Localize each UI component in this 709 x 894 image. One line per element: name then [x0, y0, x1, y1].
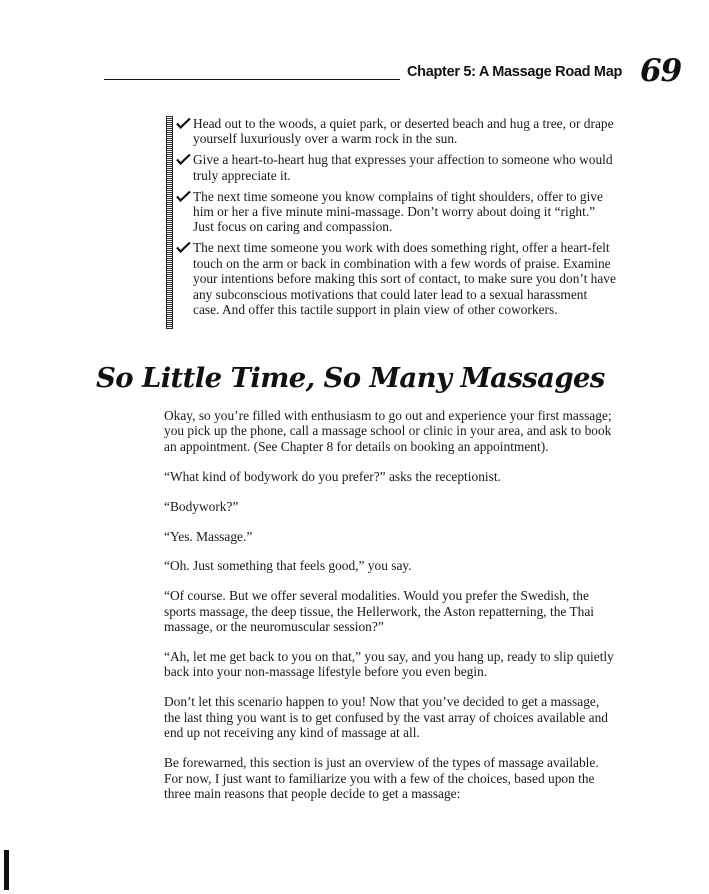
list-item-text: Head out to the woods, a quiet park, or deserted beach and hug a tree, or drape yourself luxuriously over a warm rock in the sun. [193, 116, 614, 147]
paragraph: “Yes. Massage.” [164, 528, 253, 544]
section-title: So Little Time, So Many Massages [96, 362, 605, 394]
list-item [176, 152, 616, 183]
check-icon [176, 117, 191, 129]
sidebar-bar [166, 116, 173, 329]
scan-edge-mark [4, 850, 9, 890]
list-item-text: Give a heart-to-heart hug that expresses your affection to someone who would truly appreciate it. [193, 152, 613, 183]
paragraph: Okay, so you’re filled with enthusiasm to go out and experience your first massage; you pick up the phone, call a massage school or clinic in your area, and ask to book an appointment. (See Chapter 8 for details on booking an appointment). [164, 408, 612, 454]
paragraph: “What kind of bodywork do you prefer?” asks the receptionist. [164, 468, 501, 484]
check-icon [176, 190, 191, 202]
section-body [164, 408, 614, 816]
tips-list [176, 116, 616, 323]
header-rule [104, 79, 400, 80]
list-item [176, 189, 616, 235]
paragraph: Be forewarned, this section is just an overview of the types of massage available. For now, I just want to familiarize you with a few of the choices, based upon the three main reasons that people decide to get a massage: [164, 755, 599, 801]
paragraph: “Bodywork?” [164, 498, 239, 514]
running-head: Chapter 5: A Massage Road Map [407, 64, 623, 80]
list-item [176, 240, 616, 317]
paragraph: “Oh. Just something that feels good,” you say. [164, 558, 412, 574]
list-item-text: The next time someone you know complains of tight shoulders, offer to give him or her a five minute mini-massage. Don’t worry about doing it “right.” Just focus on caring and compassion. [193, 188, 603, 235]
check-icon [176, 153, 191, 165]
paragraph: “Ah, let me get back to you on that,” you say, and you hang up, ready to slip quietly back into your non-massage lifestyle before you even begin. [164, 649, 614, 680]
paragraph: Don’t let this scenario happen to you! Now that you’ve decided to get a massage, the last thing you want is to get confused by the vast array of choices available and end up not receiving any kind of massage at all. [164, 694, 608, 741]
list-item [176, 116, 616, 147]
page-number: 69 [640, 53, 682, 89]
paragraph: “Of course. But we offer several modalities. Would you prefer the Swedish, the sports massage, the deep tissue, the Hellerwork, the Aston repatterning, the Thai massage, or the neuromuscular session?” [164, 588, 595, 635]
list-item-text: The next time someone you work with does something right, offer a heart-felt touch on the arm or back in combination with a few words of praise. Examine your intentions before making this sort of contact, to make sure you don’t have any subconscious motivations that could later lead to a sexual harassment case. And offer this tactile support in plain view of other coworkers. [193, 240, 616, 317]
check-icon [176, 241, 191, 253]
